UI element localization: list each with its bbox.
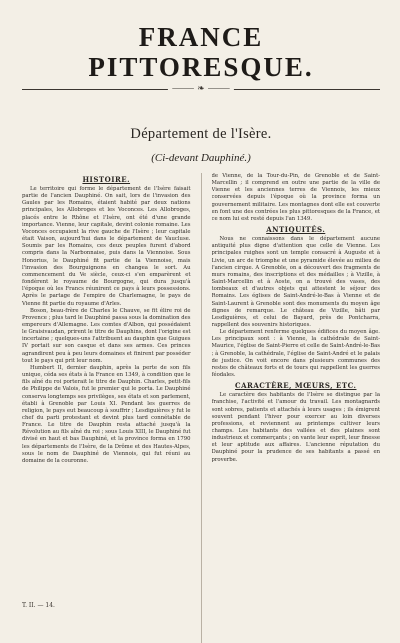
page-folio: T. II. — 14.: [22, 602, 55, 609]
right-column: [212, 173, 381, 643]
intro-paragraph: de Vienne, de la Tour-du-Pin, de Grenoble et de Saint-Marcellin ; il comprend en outre une partie de la ville de Vienne et les anciennes terres de Viennois, les mieux conservées depuis l'époque où la province forma un gouvernement militaire. Les montagnes dont elle est couverte en font une des contrées les plus pittoresques de la France, et ce nom lui est resté depuis l'an 1349.: [211, 173, 380, 222]
column-divider: [201, 173, 202, 643]
antiquities-paragraph-2: Le département renferme quelques édifices du moyen âge. Les principaux sont : à Vienne, la cathédrale de Saint-Maurice, l'église de Saint-Pierre et celle de Saint-André-le-Bas ; à Grenoble, la cathédrale, l'église de Saint-André et le palais de justice. On voit encore dans plusieurs communes des restes de châteaux forts et de tours qui rappellent les guerres féodales.: [211, 329, 380, 379]
history-paragraph-3: Humbert II, dernier dauphin, après la perte de son fils unique, céda ses états à la France en 1349, à condition que le fils aîné du roi porterait le titre de Dauphin. Charles, petit-fils de Philippe de Valois, fut le premier qui le porta. Le Dauphiné conserva longtemps ses privilèges, ses états et son parlement, établi à Grenoble par Louis XI. Pendant les guerres de religion, le pays eut beaucoup à souffrir ; Lesdiguières y fut le chef du parti protestant et devint plus tard connétable de France. Le titre de Dauphin resta attaché jusqu'à la Révolution au fils aîné du roi ; sous Louis XIII, le Dauphiné fut divisé en haut et bas Dauphiné, et la province forma en 1790 les départements de l'Isère, de la Drôme et des Hautes-Alpes, sous le nom de Dauphiné de Viennois, qui fut réuni au domaine de la couronne.: [22, 364, 191, 464]
section-heading-antiquities: ANTIQUITÉS.: [266, 225, 326, 235]
customs-paragraph: Le caractère des habitants de l'Isère se distingue par la franchise, l'activité et l'amour du travail. Les montagnards sont sobres, patients et attachés à leurs usages ; ils émigrent souvent pendant l'hiver pour exercer au loin diverses professions, et reviennent au printemps cultiver leurs champs. Les habitants des vallées et des plaines sont industrieux et commerçants ; on vante leur esprit, leur finesse et leur aptitude aux affaires. L'ancienne réputation du Dauphiné pour la prudence de ses habitants a passé en proverbe.: [211, 392, 380, 463]
header-rule: [22, 85, 380, 95]
section-heading-customs: CARACTÈRE, MŒURS, ETC.: [235, 381, 357, 391]
masthead-title: FRANCE PITTORESQUE.: [88, 22, 314, 82]
history-paragraph-2: Boson, beau-frère de Charles le Chauve, se fit élire roi de Provence ; plus tard le Dauphiné passa sous la domination des empereurs d'Allemagne. Les comtes d'Albon, qui possédaient le Graisivaudan, prirent le titre de Dauphins, dont l'origine est incertaine ; quelques-uns l'attribuent au dauphin que Guigues IV portait sur son casque et dans ses armes. Ces princes agrandirent peu à peu leurs domaines et finirent par posséder tout le pays qui prit leur nom.: [22, 307, 191, 364]
left-column: [22, 173, 191, 643]
antiquities-paragraph-1: Nous ne connaissons dans le département aucune antiquité plus digne d'attention que celle de Vienne. Les principales ruighes sont un temple consacré à Auguste et à Livie, un arc de triomphe et une pyramide élevée au milieu de l'ancien cirque. A Grenoble, on a découvert des fragments de murs romains, des inscriptions et des médailles ; à Vizille, à Saint-Marcellin et à Aoste, on a trouvé des vases, des tombeaux et d'autres objets qui attestent le séjour des Romains. Les églises de Saint-André-le-Bas à Vienne et de Saint-Laurent à Grenoble sont des monuments du moyen âge dignes de remarque. Le château de Vizille, bâti par Lesdiguières, et celui de Bayard, près de Pontcharra, rappellent des souvenirs historiques.: [211, 236, 380, 328]
ornament-icon: ⸻ ❧ ⸻: [168, 83, 234, 95]
article-subtitle: (Ci-devant Dauphiné.): [151, 152, 251, 164]
article-title: Département de l'Isère.: [130, 126, 272, 142]
article-columns: [22, 173, 380, 643]
history-paragraph-1: Le territoire qui forme le département de l'Isère faisait partie de l'ancien Dauphiné. On sait, lors de l'invasion des Gaules par les Romains, étaient habité par deux nations principales, les Allobroges et les Voconces. Les Allobroges, placés entre le Rhône et l'Isère, ont été d'une grande importance. Vienne, leur capitale, devint colonie romaine. Les Voconces occupaient la rive gauche de l'Isère ; leur capitale était Vaison, aujourd'hui dans le département de Vaucluse. Soumis par les Romains, ces deux peuples furent d'abord compris dans la Narbonnaise, puis dans la Viennoise. Sous Honorius, le Dauphiné fit partie de la Viennoise, mais l'invasion des Bourguignons en changea le sort. Au commencement du Ve siècle, ceux-ci s'en emparèrent et fondèrent le royaume de Bourgogne, qui dura jusqu'à l'époque où les Francs réunirent ce pays à leurs possessions. Après le partage de l'empire de Charlemagne, le pays de Vienne fit partie du royaume d'Arles.: [22, 186, 191, 307]
section-heading-history: HISTOIRE.: [82, 175, 131, 184]
